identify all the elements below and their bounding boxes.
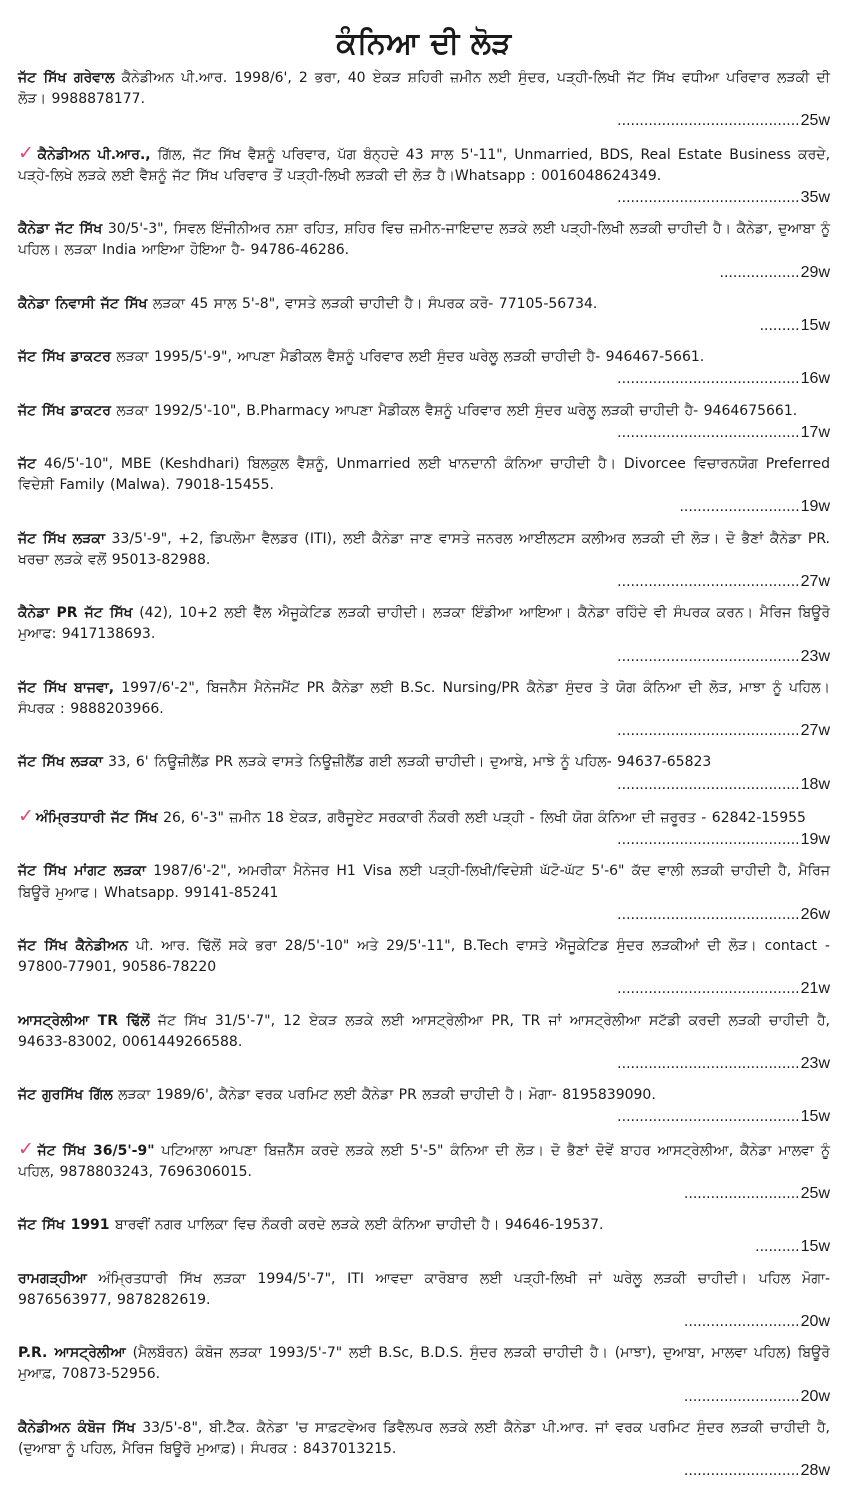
ad-headline: ਜੱਟ ਸਿੱਖ ਡਾਕਟਰ <box>18 349 111 366</box>
ad-headline: ਜੱਟ ਸਿੱਖ ਗਰੇਵਾਲ <box>18 70 115 86</box>
ad-text: ਜੱਟ ਸਿੱਖ 31/5'-7", 12 ਏਕੜ ਲੜਕੇ ਲਈ ਆਸਟ੍ਰੇਲੀਆ PR, TR ਜਾਂ ਆਸਟ੍ਰੇਲੀਆ ਸਟੱਡੀ ਕਰਦੀ ਲੜਕੀ ਚਾਹੀਦੀ ਹੈ, 94633-83002, 0061449266588. <box>18 1012 831 1050</box>
classified-ad <box>18 1269 830 1334</box>
ad-word-count: 35w <box>800 189 830 207</box>
ad-headline: ਜੱਟ ਗੁਰਸਿੱਖ ਗਿੱਲ <box>18 1087 113 1104</box>
ad-headline: ਕੈਨੇਡੀਅਨ ਕੰਬੋਜ ਸਿੱਖ <box>18 1419 136 1436</box>
leader-dots: ......................................... <box>617 776 800 793</box>
ad-body <box>18 1215 830 1236</box>
classified-ad <box>18 529 830 594</box>
ad-headline: ਜੱਟ ਸਿੱਖ ਲੜਕਾ <box>18 754 103 771</box>
leader-dots: ......................................... <box>617 574 800 591</box>
ad-word-count: 23w <box>800 647 830 665</box>
ad-text: ਬਾਰਵੀਂ ਨਗਰ ਪਾਲਿਕਾ ਵਿਚ ਨੌਕਰੀ ਕਰਦੇ ਲੜਕੇ ਲਈ ਕੰਨਿਆ ਚਾਹੀਦੀ ਹੈ। 94646-19537. <box>109 1217 604 1234</box>
ad-body <box>18 806 830 829</box>
classified-ad <box>18 752 830 795</box>
checkmark-icon: ✓ <box>18 141 36 164</box>
ad-text: ਲੜਕਾ 1995/5'-9", ਆਪਣਾ ਮੈਡੀਕਲ ਵੈਸ਼ਨੂੰ ਪਰਿਵਾਰ ਲਈ ਸੁੰਦਰ ਘਰੇਲੂ ਲੜਕੀ ਚਾਹੀਦੀ ਹੈ- 946467-5661. <box>110 349 705 366</box>
classified-ad <box>18 219 830 284</box>
ad-rate-line <box>18 774 830 796</box>
leader-dots: ........................... <box>679 499 800 516</box>
ad-word-count: 29w <box>800 263 830 281</box>
ad-body <box>18 454 830 496</box>
ad-text: (42), 10+2 ਲਈ ਵੈੱਲ ਐਜੂਕੇਟਿਡ ਲੜਕੀ ਚਾਹੀਦੀ। ਲੜਕਾ ਇੰਡੀਆ ਆਇਆ। ਕੈਨੇਡਾ ਰਹਿੰਦੇ ਵੀ ਸੰਪਰਕ ਕਰਨ। ਮੈਰਿਜ ਬਿਊਰੋ ਮੁਆਫ: 9417138693. <box>18 605 830 643</box>
ad-body <box>18 752 830 773</box>
leader-dots: ......................................... <box>617 1109 800 1126</box>
ad-headline: ਜੱਟ ਸਿੱਖ 36/5'-9" <box>37 1142 155 1159</box>
leader-dots: .................. <box>719 264 800 281</box>
ad-word-count: 27w <box>800 573 830 591</box>
classified-ad <box>18 936 830 1001</box>
classified-ad <box>18 401 830 444</box>
ad-word-count: 20w <box>800 1387 830 1405</box>
ad-text: 30/5'-3", ਸਿਵਲ ਇੰਜੀਨੀਅਰ ਨਸ਼ਾ ਰਹਿਤ, ਸ਼ਹਿਰ ਵਿਚ ਜ਼ਮੀਨ-ਜਾਇਦਾਦ ਲੜਕੇ ਲਈ ਪੜ੍ਹੀ-ਲਿਖੀ ਲੜਕੀ ਚਾਹੀਦੀ ਹੈ। ਕੈਨੇਡਾ, ਦੁਆਬਾ ਨੂੰ ਪਹਿਲ। ਲੜਕਾ India ਆਇਆ ਹੋਇਆ ਹੈ- 94786-46286. <box>18 221 830 259</box>
leader-dots: ......................................... <box>617 424 800 441</box>
ad-word-count: 28w <box>800 1462 830 1480</box>
leader-dots: ......................................... <box>617 723 800 740</box>
ad-word-count: 15w <box>800 317 830 335</box>
ad-text: 33, 6' ਨਿਊਜ਼ੀਲੈਂਡ PR ਲੜਕੇ ਵਾਸਤੇ ਨਿਊਜ਼ੀਲੈਂਡ ਗਈ ਲੜਕੀ ਚਾਹੀਦੀ। ਦੁਆਬੇ, ਮਾਝੇ ਨੂੰ ਪਹਿਲ- 94637-65823 <box>102 754 712 771</box>
ad-text: ਅੰਮ੍ਰਿਤਧਾਰੀ ਸਿੱਖ ਲੜਕਾ 1994/5'-7", ITI ਆਵਦਾ ਕਾਰੋਬਾਰ ਲਈ ਪੜ੍ਹੀ-ਲਿਖੀ ਜਾਂ ਘਰੇਲੂ ਲੜਕੀ ਚਾਹੀਦੀ। ਪਹਿਲ ਮੋਗਾ- 9876563977, 9878282619. <box>18 1270 830 1308</box>
ad-body <box>18 1343 830 1385</box>
ad-text: ਗਿੱਲ, ਜੱਟ ਸਿੱਖ ਵੈਸ਼ਨੂੰ ਪਰਿਵਾਰ, ਪੱਗ ਬੰਨ੍ਹਦੇ 43 ਸਾਲ 5'-11", Unmarried, BDS, Real Estate Business ਕਰਦੇ, ਪੜ੍ਹੇ-ਲਿਖੇ ਲੜਕੇ ਲਈ ਵੈਸ਼ਨੂੰ ਜੱਟ ਸਿੱਖ ਪਰਿਵਾਰ ਤੋਂ ਪੜ੍ਹੀ-ਲਿਖੀ ਲੜਕੀ ਦੀ ਲੋੜ ਹੈ।Whatsapp : 0016048624349. <box>18 146 831 184</box>
ad-body <box>18 1139 830 1183</box>
ad-word-count: 16w <box>800 370 830 388</box>
ad-rate-line <box>18 1053 830 1075</box>
leader-dots: ......................................... <box>617 648 800 665</box>
ad-word-count: 15w <box>800 1238 830 1256</box>
ad-rate-line <box>18 1386 830 1408</box>
classified-ad <box>18 861 830 926</box>
ad-rate-line <box>18 978 830 1000</box>
ads-list <box>18 68 830 1482</box>
ad-headline: P.R. ਆਸਟ੍ਰੇਲੀਆ <box>18 1345 126 1362</box>
checkmark-icon: ✓ <box>18 1137 36 1160</box>
leader-dots: ......................................... <box>617 371 800 388</box>
ad-headline: ਜੱਟ <box>18 456 37 473</box>
ad-body <box>18 678 830 720</box>
ad-rate-line <box>18 1236 830 1258</box>
classified-ad <box>18 294 830 337</box>
leader-dots: ......................................... <box>617 190 800 207</box>
ad-body <box>18 1269 830 1311</box>
ad-headline: ਜੱਟ ਸਿੱਖ ਕੈਨੇਡੀਅਨ <box>18 937 128 954</box>
ad-body <box>18 1011 830 1053</box>
classified-ad <box>18 1418 830 1483</box>
leader-dots: ......................................... <box>617 906 800 923</box>
ad-rate-line <box>18 646 830 668</box>
ad-rate-line <box>18 829 830 851</box>
ad-rate-line <box>18 571 830 593</box>
ad-text: ਕੈਨੇਡੀਅਨ ਪੀ.ਆਰ. 1998/6', 2 ਭਰਾ, 40 ਏਕੜ ਸ਼ਹਿਰੀ ਜ਼ਮੀਨ ਲਈ ਸੁੰਦਰ, ਪੜ੍ਹੀ-ਲਿਖੀ ਜੱਟ ਸਿੱਖ ਵਧੀਆ ਪਰਿਵਾਰ ਲੜਕੀ ਦੀ ਲੋੜ। 9988878177. <box>18 70 830 108</box>
ad-word-count: 15w <box>800 1108 830 1126</box>
ad-text: 26, 6'-3" ਜ਼ਮੀਨ 18 ਏਕੜ, ਗਰੈਜੂਏਟ ਸਰਕਾਰੀ ਨੌਕਰੀ ਲਈ ਪੜ੍ਹੀ - ਲਿਖੀ ਯੋਗ ਕੰਨਿਆ ਦੀ ਜ਼ਰੂਰਤ - 62842-15955 <box>157 809 806 826</box>
ad-headline: ਕੈਨੇਡਾ ਨਿਵਾਸੀ ਜੱਟ ਸਿੱਖ <box>18 295 148 312</box>
ad-body <box>18 143 830 187</box>
ad-rate-line <box>18 1311 830 1333</box>
ad-body <box>18 603 830 645</box>
leader-dots: .......... <box>755 1239 800 1256</box>
ad-headline: ਅੰਮ੍ਰਿਤਧਾਰੀ ਜੱਟ ਸਿੱਖ <box>35 809 158 826</box>
ad-text: ਲੜਕਾ 1989/6', ਕੈਨੇਡਾ ਵਰਕ ਪਰਮਿਟ ਲਈ ਕੈਨੇਡਾ PR ਲੜਕੀ ਚਾਹੀਦੀ ਹੈ। ਮੋਗਾ- 8195839090. <box>112 1087 656 1104</box>
leader-dots: .......................... <box>683 1313 800 1330</box>
classified-ad <box>18 68 830 133</box>
classified-ad <box>18 1011 830 1076</box>
ad-headline: ਆਸਟ੍ਰੇਲੀਆ TR ਢਿੱਲੋਂ <box>18 1012 150 1029</box>
leader-dots: ......... <box>759 318 800 335</box>
ad-headline: ਕੈਨੇਡਾ ਜੱਟ ਸਿੱਖ <box>18 221 103 238</box>
ad-rate-line <box>18 904 830 926</box>
ad-text: ਪੀ. ਆਰ. ਢਿੱਲੋਂ ਸਕੇ ਭਰਾ 28/5'-10" ਅਤੇ 29/5'-11", B.Tech ਵਾਸਤੇ ਐਜੂਕੇਟਿਡ ਸੁੰਦਰ ਲੜਕੀਆਂ ਦੀ ਲੋੜ। contact - 97800-77901, 90586-78220 <box>18 937 830 976</box>
ad-text: ਲੜਕਾ 1992/5'-10", B.Pharmacy ਆਪਣਾ ਮੈਡੀਕਲ ਵੈਸ਼ਨੂੰ ਪਰਿਵਾਰ ਲਈ ਸੁੰਦਰ ਘਰੇਲੂ ਲੜਕੀ ਚਾਹੀਦੀ ਹੈ- 9464675661. <box>110 402 798 419</box>
ad-word-count: 21w <box>800 980 830 998</box>
leader-dots: ......................................... <box>617 113 800 130</box>
leader-dots: .......................... <box>683 1463 800 1480</box>
ad-body <box>18 1418 830 1460</box>
ad-body <box>18 936 830 978</box>
ad-headline: ਜੱਟ ਸਿੱਖ ਬਾਜਵਾ, <box>18 679 115 696</box>
ad-rate-line <box>18 496 830 518</box>
checkmark-icon: ✓ <box>18 804 34 827</box>
ad-text: 33/5'-8", ਬੀ.ਟੈੱਕ. ਕੈਨੇਡਾ 'ਚ ਸਾਫ਼ਟਵੇਅਰ ਡਿਵੈਲਪਰ ਲੜਕੇ ਲਈ ਕੈਨੇਡਾ ਪੀ.ਆਰ. ਜਾਂ ਵਰਕ ਪਰਮਿਟ ਸੁੰਦਰ ਲੜਕੀ ਚਾਹੀਦੀ ਹੈ, (ਦੁਆਬਾ ਨੂੰ ਪਹਿਲ, ਮੈਰਿਜ ਬਿਊਰੋ ਮੁਆਫ਼)। ਸੰਪਰਕ : 8437013215. <box>18 1419 830 1457</box>
ad-rate-line <box>18 368 830 390</box>
ad-text: ਲੜਕਾ 45 ਸਾਲ 5'-8", ਵਾਸਤੇ ਲੜਕੀ ਚਾਹੀਦੀ ਹੈ। ਸੰਪਰਕ ਕਰੋ- 77105-56734. <box>147 295 598 312</box>
classified-ad <box>18 1085 830 1128</box>
ad-body <box>18 401 830 422</box>
ad-word-count: 20w <box>800 1312 830 1330</box>
ad-body <box>18 68 830 110</box>
ad-body <box>18 347 830 368</box>
ad-body <box>18 219 830 261</box>
page-title: ਕੰਨਿਆ ਦੀ ਲੋੜ <box>336 26 512 61</box>
ad-headline: ਰਾਮਗੜ੍ਹੀਆ <box>18 1270 87 1287</box>
ad-rate-line <box>18 1183 830 1205</box>
ad-rate-line <box>18 1460 830 1482</box>
ad-text: 33/5'-9", +2, ਡਿਪਲੋਮਾ ਵੈਲਡਰ (ITI), ਲਈ ਕੈਨੇਡਾ ਜਾਣ ਵਾਸਤੇ ਜਨਰਲ ਆਈਲਟਸ ਕਲੀਅਰ ਲੜਕੀ ਦੀ ਲੋੜ। ਦੋ ਭੈਣਾਂ ਕੈਨੇਡਾ PR. ਖਰਚਾ ਲੜਕੇ ਵਲੋਂ 95013-82988. <box>18 530 830 568</box>
ad-headline: ਜੱਟ ਸਿੱਖ ਡਾਕਟਰ <box>18 402 111 419</box>
classified-ad <box>18 1139 830 1206</box>
ad-headline: ਜੱਟ ਸਿੱਖ 1991 <box>18 1217 110 1234</box>
classified-ad <box>18 678 830 743</box>
ad-word-count: 26w <box>800 905 830 923</box>
ad-headline: ਜੱਟ ਸਿੱਖ ਲੜਕਾ <box>18 530 105 547</box>
ad-text: (ਮੈਲਬੌਰਨ) ਕੰਬੋਜ ਲੜਕਾ 1993/5'-7" ਲਈ B.Sc, B.D.S. ਸੁੰਦਰ ਲੜਕੀ ਚਾਹੀਦੀ ਹੈ। (ਮਾਝਾ), ਦੁਆਬਾ, ਮਾਲਵਾ ਪਹਿਲ) ਬਿਊਰੋ ਮੁਆਫ਼, 70873-52956. <box>18 1345 830 1383</box>
leader-dots: ......................................... <box>617 832 800 849</box>
ad-rate-line <box>18 262 830 284</box>
ad-body <box>18 1085 830 1106</box>
ad-rate-line <box>18 187 830 209</box>
ad-word-count: 25w <box>800 112 830 130</box>
ad-word-count: 18w <box>800 775 830 793</box>
ad-body <box>18 529 830 571</box>
ad-rate-line <box>18 422 830 444</box>
ad-word-count: 19w <box>800 498 830 516</box>
classified-ad <box>18 1343 830 1408</box>
ad-word-count: 19w <box>800 831 830 849</box>
leader-dots: ......................................... <box>617 1055 800 1072</box>
ad-word-count: 25w <box>800 1184 830 1202</box>
ad-word-count: 23w <box>800 1054 830 1072</box>
classified-ad <box>18 454 830 519</box>
leader-dots: .......................... <box>683 1185 800 1202</box>
ad-body <box>18 294 830 315</box>
ad-headline: ਕੈਨੇਡਾ PR ਜੱਟ ਸਿੱਖ <box>18 605 133 622</box>
ad-rate-line <box>18 720 830 742</box>
ad-text: ਪਟਿਆਲਾ ਆਪਣਾ ਬਿਜ਼ਨੈੱਸ ਕਰਦੇ ਲੜਕੇ ਲਈ 5'-5" ਕੰਨਿਆ ਦੀ ਲੋੜ। ਦੋ ਭੈਣਾਂ ਦੋਵੇਂ ਬਾਹਰ ਆਸਟ੍ਰੇਲੀਆ, ਕੈਨੇਡਾ ਮਾਲਵਾ ਨੂੰ ਪਹਿਲ, 9878803243, 7696306015. <box>18 1142 830 1180</box>
ad-text: 1997/6'-2", ਬਿਜਨੈਸ ਮੈਨੇਜਮੈਂਟ PR ਕੈਨੇਡਾ ਲਈ B.Sc. Nursing/PR ਕੈਨੇਡਾ ਸੁੰਦਰ ਤੇ ਯੋਗ ਕੰਨਿਆ ਦੀ ਲੋੜ, ਮਾਝਾ ਨੂੰ ਪਹਿਲ। ਸੰਪਰਕ : 9888203966. <box>18 679 830 718</box>
classified-ad <box>18 1215 830 1258</box>
ad-headline: ਕੈਨੇਡੀਅਨ ਪੀ.ਆਰ., <box>37 146 151 163</box>
ad-rate-line <box>18 315 830 337</box>
leader-dots: ......................................... <box>617 981 800 998</box>
ad-headline: ਜੱਟ ਸਿੱਖ ਮਾਂਗਟ ਲੜਕਾ <box>18 863 146 880</box>
ad-word-count: 17w <box>800 423 830 441</box>
classified-ad <box>18 603 830 668</box>
ad-word-count: 27w <box>800 722 830 740</box>
classified-ad <box>18 347 830 390</box>
ad-text: 46/5'-10", MBE (Keshdhari) ਬਿਲਕੁਲ ਵੈਸ਼ਨੂੰ, Unmarried ਲਈ ਖਾਨਦਾਨੀ ਕੰਨਿਆ ਚਾਹੀਦੀ ਹੈ। Divorcee ਵਿਚਾਰਨਯੋਗ Preferred ਵਿਦੇਸ਼ੀ Family (Malwa). 79018-15455. <box>18 456 830 494</box>
classified-ad <box>18 143 830 210</box>
ad-body <box>18 861 830 903</box>
ad-rate-line <box>18 110 830 132</box>
leader-dots: .......................... <box>683 1388 800 1405</box>
ad-rate-line <box>18 1106 830 1128</box>
classified-ad <box>18 806 830 851</box>
ad-text: 1987/6'-2", ਅਮਰੀਕਾ ਮੈਨੇਜਰ H1 Visa ਲਈ ਪੜ੍ਹੀ-ਲਿਖੀ/ਵਿਦੇਸ਼ੀ ਘੱਟੋ-ਘੱਟ 5'-6" ਕੱਦ ਵਾਲੀ ਲੜਕੀ ਚਾਹੀਦੀ ਹੈ, ਮੈਰਿਜ ਬਿਊਰੋ ਮੁਆਫ। Whatsapp. 99141-85241 <box>18 863 831 901</box>
